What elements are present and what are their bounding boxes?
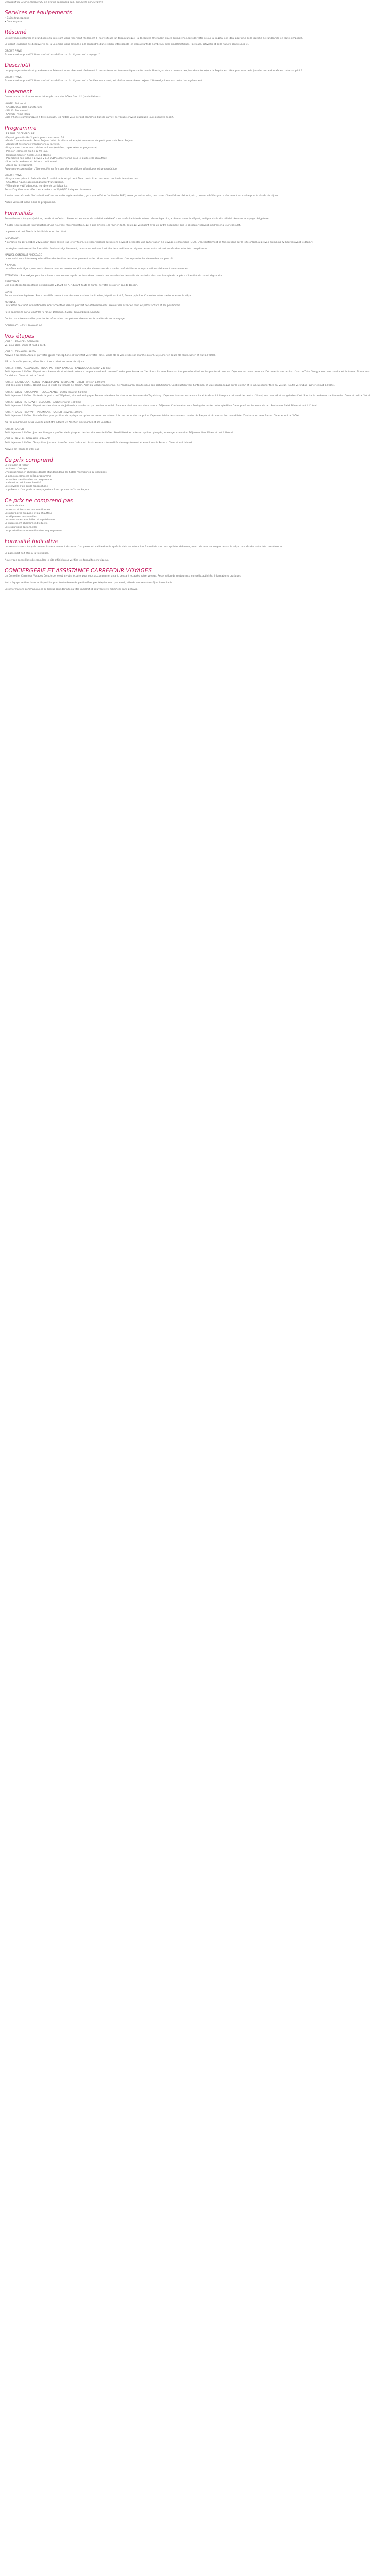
conciergerie-paragraph: Les informations communiquées ci-dessus sont données à titre indicatif et peuvent être modifiées sans préavis. <box>5 588 138 591</box>
list-item: - SALID: Bienvenue! <box>5 109 28 112</box>
reservation-paragraph: Aucun vol n'est inclus dans ce programme. <box>5 201 56 205</box>
circuit-paragraph: Repas Day Overseas effectués à la date du 20/01/25 indiquée ci-dessous. <box>5 188 92 191</box>
page <box>0 0 382 600</box>
day-title: JOUR 9 : SAMUR - DENAHAR - FRANCE <box>5 438 50 441</box>
exclus-heading: Ce prix ne comprend pas <box>5 497 73 504</box>
savoir-label: À SAVOIR <box>5 264 16 267</box>
programme-list <box>5 137 377 168</box>
list-item: • Guide francophone <box>5 17 30 20</box>
list-item: - CANDIDOSA: Bolé Sanatorium <box>5 106 42 109</box>
day-title: JOUR 3 : HUTA - ALEXANDRIE - BESAHAS - TIRTA GANGGA - CANDIDOSA (environ 230 km) <box>5 367 111 370</box>
circuit-label: CIRCUIT PRIVÉ <box>5 174 22 177</box>
route-day-title: JOUR 1 : FRANCE - DENAHAR <box>5 341 39 344</box>
formalites-heading: Formalités <box>5 210 34 217</box>
list-item: • Conciergerie <box>5 21 22 24</box>
inclus-list <box>5 464 377 492</box>
conciergerie-paragraph: Notre équipe se tient à votre disposition pour toute demande particulière, par téléphone ou par email, afin de rendre votre séjour inoubliable. <box>5 582 173 585</box>
route-day-body: Arrivée à Denahar. Accueil par votre guide francophone et transfert vers votre hôtel. Visite de la ville et de son marché coloré. Déjeuner en cours de route. Dîner et nuit à l'hôtel. <box>5 354 216 357</box>
circuit-note: Existe aussi en privatif ! Nous souhaitons réaliser ce circuit pour votre famille ou vos amis, et réaliser ensemble un séjour ? Notre équipe vous contactera rapidement. <box>5 79 203 82</box>
route-day-title: JOUR 2 : DENAHAR - HUTA <box>5 350 36 353</box>
circuit-label: CIRCUIT PRIVÉ <box>5 50 22 53</box>
monnaie-label: MONNAIE <box>5 301 16 304</box>
assistance-paragraph: Une assistance francophone est joignable 24h/24 et 7j/7 durant toute la durée de votre séjour en cas de besoin. <box>5 284 138 287</box>
day-body: Petit déjeuner à l'hôtel. Visite de la grotte de l'éléphant, site archéologique. Promenade dans les rizières en terrasses de Tegallalang. Déjeuner dans un restaurant local. Après-midi libre pour découvrir le centre d'Ubud, son marché et ses galeries d'art. Spectacle de danse traditionnelle. Dîner et nuit à l'hôtel. <box>5 394 371 397</box>
list-item: Les excursions optionnelles <box>5 526 38 529</box>
list-item: - Pourboires non inclus : prévoir 2 à 3 USD/jour/personne pour le guide et le chauffeur. <box>5 157 107 160</box>
day-title: JOUR 5 : UBUD - GOA GAJAH - TEGALLALANG - UBUD (environ 60 km) <box>5 391 87 394</box>
list-item: Les pourboires au guide et au chauffeur <box>5 512 52 515</box>
attention-paragraph: ATTENTION : Sont exigés pour les mineurs non accompagnés de leurs deux parents une autorisation de sortie de territoire ainsi que la copie de la pièce d'identité du parent signataire. <box>5 274 223 277</box>
important-paragraph: A compter du 1er octobre 2025, pour toute entrée sur le territoire, les ressortissants européens devront présenter une autorisation de voyage électronique (ETA). L'enregistrement se fait en ligne sur le site officiel, à prévoir au moins 72 heures avant le départ. <box>5 241 313 244</box>
list-item: - Hébergement en hôtels 3 et 4 étoiles. <box>5 154 52 157</box>
services-list <box>5 17 377 24</box>
day-body: Petit déjeuner à l'hôtel. Départ vers Alexandrie et visite du célèbre temple, considéré comme l'un des plus beaux de l'île. Poursuite vers Besahas, temple mère situé sur les pentes du volcan. Déjeuner en cours de route. Découverte des jardins d'eau de Tirta Gangga avec ses bassins et fontaines. Route vers Candidosa. Dîner et nuit à l'hôtel. <box>5 370 370 377</box>
formalite-paragraph: Les ressortissants français doivent impérativement disposer d'un passeport valide 6 mois après la date de retour. Les formalités sont susceptibles d'évoluer, merci de vous renseigner avant le départ auprès des autorités compétentes. <box>5 546 283 549</box>
list-item: Les taxes d'aéroport <box>5 468 29 471</box>
day-title: JOUR 4 : CANDIDOSA - KEHEN - PENGLIPURAN - KINTAMANI - UBUD (environ 130 km) <box>5 381 105 384</box>
list-item: Les repas et boissons non mentionnés <box>5 509 51 512</box>
descriptif-heading: Descriptif <box>5 62 31 69</box>
list-item: - Spectacle de danse et folklore traditionnel. <box>5 161 58 164</box>
list-item: La présence d'un guide accompagnateur francophone du 2e au 8e jour <box>5 488 89 492</box>
info-paragraph: Les règles sanitaires et les formalités évoluant régulièrement, nous vous invitons à vérifier les conditions en vigueur avant votre départ auprès des autorités compétentes. <box>5 247 208 250</box>
programme-heading: Programme <box>5 125 37 132</box>
assistance-label: ASSISTANCE <box>5 281 20 284</box>
list-item: - Pension complète du 2e au 9e jour. <box>5 150 48 153</box>
exclus-list <box>5 505 377 533</box>
important-label: IMPORTANT : <box>5 238 20 241</box>
formalite-paragraph: Nous vous conseillons de consulter le site officiel pour vérifier les formalités en vigueur. <box>5 558 109 562</box>
list-item: - Guide francophone du 2e au 9e jour. Véhicule climatisé adapté au nombre de participants du 2e au 8e jour. <box>5 140 134 143</box>
circuit-note: Existe aussi en privatif ! Nous souhaitons réaliser ce circuit pour votre voyage ? <box>5 53 100 56</box>
formalite-paragraph: Le passeport doit être à la fois lisible. <box>5 552 50 555</box>
circuit-label: CIRCUIT PRIVÉ <box>5 76 22 79</box>
programme-note: Programme susceptible d'être modifié en fonction des conditions climatiques et de circulation. <box>5 167 118 171</box>
countries-note: Pays concernés par le contrôle : France, Belgique, Suisse, Luxembourg, Canada. <box>5 311 101 314</box>
savoir-paragraph: Les vêtements légers, une veste chaude pour les soirées en altitude, des chaussures de marche confortables et une protection solaire sont recommandés. <box>5 267 189 270</box>
list-item: Le vol aller et retour <box>5 464 29 467</box>
manual-paragraph: Le consulat vous informe que les délais d'obtention des visas peuvent varier. Nous vous conseillons d'entreprendre les démarches au plus tôt. <box>5 258 174 261</box>
consulat-line: CONSULAT : +33 1 40 00 00 00 <box>5 324 42 327</box>
list-item: - HOTEL Bel Hôtel <box>5 103 26 106</box>
day-note: NB : le programme de la journée peut être adapté en fonction des marées et de la météo. <box>5 421 112 424</box>
conciergerie-heading: CONCIERGERIE ET ASSISTANCE CARREFOUR VOYAGES <box>5 567 152 574</box>
formalite-indicative-heading: Formalité indicative <box>5 538 59 545</box>
day-body: Petit déjeuner à l'hôtel. Temps libre jusqu'au transfert vers l'aéroport. Assistance aux formalités d'enregistrement et envol vers la France. Dîner et nuit à bord. <box>5 442 193 445</box>
manual-label: MANUEL CONSULAT / MESSAGE <box>5 254 42 257</box>
formalites-paragraph: Ressortissants français (adultes, bébés et enfants) : Passeport en cours de validité, valable 6 mois après la date de retour. Visa obligatoire, à obtenir avant le départ, en ligne via le site officiel. Assurance voyage obligatoire. <box>5 217 269 221</box>
circuit-list <box>5 178 377 188</box>
list-item: Les dépenses personnelles <box>5 515 37 518</box>
list-item: La pension complète selon programme <box>5 474 51 478</box>
logement-paragraph: Durant votre circuit vous serez hébergés dans des hôtels 3 ou 4* (ou similaires) : <box>5 96 101 99</box>
formalites-paragraph: Le passeport doit être à la fois lisible et en bon état. <box>5 231 67 234</box>
list-item: Les assurances annulation et rapatriement <box>5 519 56 522</box>
arrival-line: Arrivée en France le 10e jour. <box>5 448 40 451</box>
list-item: Le supplément chambre individuelle <box>5 522 48 526</box>
route-day-note: NB : si le vol le permet, dîner libre. Il sera offert en cours de séjour. <box>5 361 85 364</box>
descriptif-paragraph: Les paysages naturels et grandioses du Bolé sont vous réservent réellement à nos visiteurs un terrain unique – à découvrir. Une façon douce ou marchée, lors de votre séjour à Bogota, est idéal pour une belle journée de randonnée en toute simplicité. <box>5 70 303 73</box>
day-body: Petit déjeuner à l'hôtel. Matinée libre pour profiter de la plage ou option excursion en bateau à la rencontre des dauphins. Déjeuner. Visite des sources chaudes de Banyar et du monastère bouddhiste. Continuation vers Samur. Dîner et nuit à l'hôtel. <box>5 415 300 418</box>
list-item: - Véhicule privatif adapté au nombre de participants. <box>5 184 68 188</box>
list-item: - Accueil et assistance francophone à l'arrivée. <box>5 143 60 146</box>
list-item: Le circuit en véhicule climatisé <box>5 482 41 485</box>
day-title: JOUR 6 : UBUD - JATILUWIH - BEDUGUL - SALID (environ 120 km) <box>5 401 81 404</box>
list-item: - Programme privatif réalisable dès 2 participants et qui peut être construit au maximum de l'avis de votre choix. <box>5 178 140 181</box>
sante-paragraph: Aucun vaccin obligatoire. Sont conseillés : mise à jour des vaccinations habituelles, hépatites A et B, fièvre typhoïde. Consultez votre médecin avant le départ. <box>5 294 194 297</box>
conciergerie-paragraph: Un Conseiller Carrefour Voyages Conciergerie est à votre écoute pour vous accompagner avant, pendant et après votre voyage. Réservation de restaurants, conseils, activités, informations pratiques. <box>5 575 242 578</box>
formalites-paragraph: À noter : en raison de l'introduction d'une nouvelle réglementation, qui a pris effet le 1er février 2025, ceux qui voyagent avec un autre document que le passeport doivent s'adresser à leur consulat. <box>5 224 241 227</box>
list-item: - SAMUR: Prima Plaza <box>5 113 30 116</box>
resume-heading: Résumé <box>5 29 27 36</box>
circuit-note: A noter : en raison de l'introduction d'une nouvelle réglementation, qui a pris effet le 1er février 2025, ceux qui ont un visa, une carte d'identité de résident, etc., doivent vérifier que ce document est valide pour la durée du séjour. <box>5 195 279 198</box>
etapes-heading: Vos étapes <box>5 333 35 340</box>
list-item: - Départ garantis dès 2 participants, maximum 24. <box>5 136 65 139</box>
list-item: - Chauffeur / guide accompagnateur francophone. <box>5 181 64 184</box>
list-item: - Accès au Parc Naturel. <box>5 164 33 167</box>
day-body: Petit déjeuner à l'hôtel. Départ vers les rizières de Jatiluwih, classées au patrimoine mondial. Balade à pied au cœur des champs. Déjeuner. Continuation vers Bedugul et visite du temple Ulun Danu, posé sur les eaux du lac. Route vers Salid. Dîner et nuit à l'hôtel. <box>5 404 318 408</box>
intro-line: Descriptif du Ce prix comprend / Ce prix ne comprend pas Formalités Conciergerie <box>5 1 103 4</box>
sante-label: SANTÉ <box>5 291 13 294</box>
list-item: L'hébergement en chambre double standard dans les hôtels mentionnés ou similaires <box>5 471 107 474</box>
inclus-heading: Ce prix comprend <box>5 456 53 463</box>
day-title: JOUR 7 : SALID - BANYAR - TAMAN SARI - SAMUR (environ 150 km) <box>5 411 84 414</box>
hotel-list <box>5 103 377 116</box>
consulat-link[interactable]: CONSULAT <box>5 324 18 327</box>
route-day-body: Vol pour Bolé. Dîner et nuit à bord. <box>5 344 46 347</box>
list-item: Les prestations non mentionnées au programme <box>5 529 62 532</box>
list-item: - Programme tout-en-un : visites incluses (entrées, repas selon le programme). <box>5 146 99 149</box>
programme-subtitle: LES PLUS DE CE GROUPE <box>5 132 35 135</box>
resume-paragraph: Le circuit classique de découverte de la Colombie vous emmène à la rencontre d'une région intéressante en découvrant de nombreux sites emblématiques. Parcours, activités et belle nature sont réunis ici. <box>5 43 249 46</box>
day-body: Petit déjeuner à l'hôtel. Journée libre pour profiter de la plage et des installations de l'hôtel. Possibilité d'activités en option : plongée, massage, excursion. Déjeuner libre. Dîner et nuit à l'hôtel. <box>5 431 234 434</box>
list-item: Les services d'un guide francophone <box>5 485 48 488</box>
monnaie-paragraph: Les cartes de crédit internationales sont acceptées dans la plupart des établissements. Prévoir des espèces pour les petits achats et les pourboires. <box>5 304 181 308</box>
day-body: Petit déjeuner à l'hôtel. Départ pour la visite du temple de Kehen. Arrêt au village traditionnel de Penglipuran, réputé pour son architecture. Continuation vers Kintamani et vue panoramique sur le volcan et le lac. Déjeuner face au volcan. Route vers Ubud. Dîner et nuit à l'hôtel. <box>5 384 335 387</box>
resume-paragraph: Les paysages naturels et grandioses du Bolé sont vous réservent réellement à nos visiteurs un terrain unique – à découvrir. Une façon douce ou marchée, lors de votre séjour à Bogota, est idéal pour une belle journée de randonnée en toute simplicité. <box>5 37 303 40</box>
logement-paragraph: Liste d'hôtels communiquée à titre indicatif, les hôtels vous seront confirmés dans le carnet de voyage envoyé quelques jours avant le départ. <box>5 116 174 120</box>
logement-heading: Logement <box>5 88 32 95</box>
list-item: Les frais de visa <box>5 505 24 508</box>
consulat-phone: +33 1 40 00 00 00 <box>20 324 42 327</box>
services-heading: Services et équipements <box>5 9 72 16</box>
list-item: Les visites mentionnées au programme <box>5 478 52 481</box>
day-title: JOUR 8 : SAMUR <box>5 428 24 431</box>
contact-paragraph: Contactez votre conseiller pour toute information complémentaire sur les formalités de votre voyage. <box>5 318 126 320</box>
